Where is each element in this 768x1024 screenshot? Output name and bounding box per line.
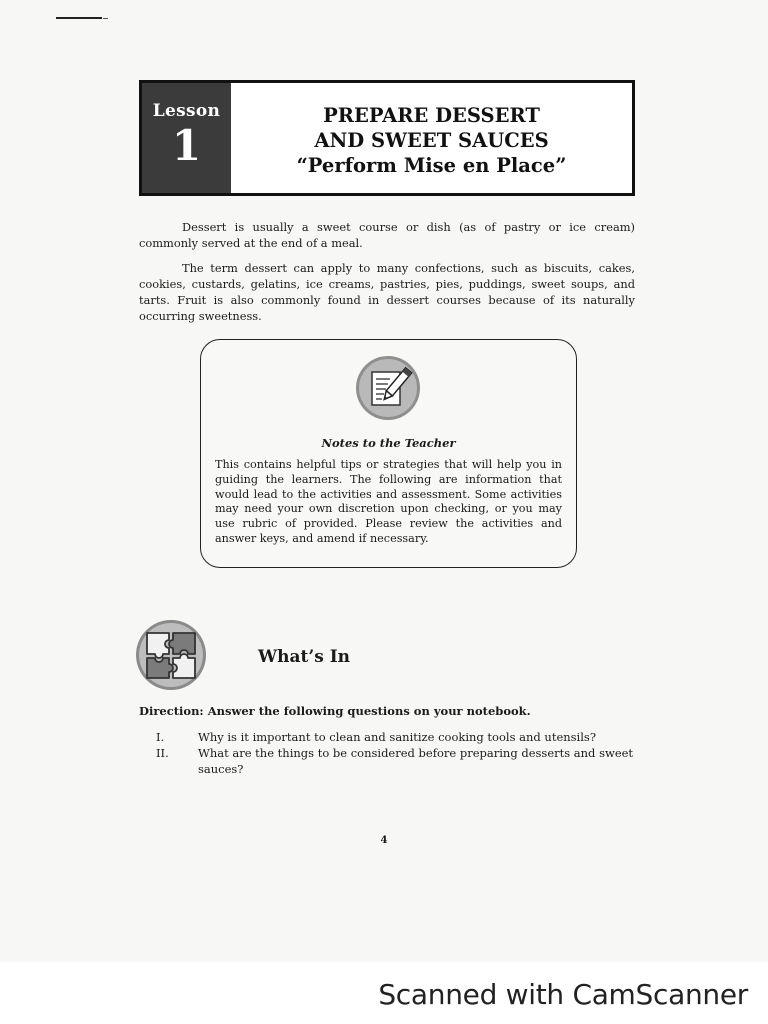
intro-paragraph-2: The term dessert can apply to many confections, such as biscuits, cakes, cookies, custards, gelatins, ice creams, pastries, pies, puddings, sweet soups, and tarts. Fruit is also commonly found in dessert courses because of its naturally occurring sweetness. (139, 261, 635, 323)
question-number: II. (156, 746, 169, 760)
intro-paragraph-1: Dessert is usually a sweet course or dish (as of pastry or ice cream) commonly served at the end of a meal. (139, 220, 635, 250)
page-number: 4 (380, 835, 388, 846)
whats-in-heading: What’s In (258, 647, 351, 667)
notepad-pencil-icon (355, 355, 421, 421)
lesson-title-line2: AND SWEET SAUCES (314, 129, 549, 152)
lesson-subtitle: “Perform Mise en Place” (296, 154, 567, 177)
notes-heading: Notes to the Teacher (321, 436, 456, 450)
camscanner-watermark: Scanned with CamScanner (378, 978, 748, 1011)
puzzle-icon (134, 619, 208, 691)
lesson-tab (142, 83, 231, 193)
lesson-title (231, 103, 632, 178)
lesson-header (139, 80, 635, 196)
direction (139, 704, 531, 718)
notes-to-teacher-box (200, 339, 577, 568)
lesson-label: Lesson (152, 101, 221, 121)
question-number: I. (156, 730, 165, 744)
question-text: What are the things to be considered before preparing desserts and sweet sauces? (198, 746, 634, 776)
question-text: Why is it important to clean and sanitize cooking tools and utensils? (198, 730, 596, 744)
list-item (156, 745, 646, 777)
list-item (156, 729, 646, 745)
question-list (156, 729, 646, 777)
notes-body: This contains helpful tips or strategies that will help you in guiding the learners. The following are information that would lead to the activities and assessment. Some activities may need your own discretion upon checking, or you may use rubric of provided. Please review the activities and answer keys, and amend if necessary. (215, 458, 562, 545)
direction-text: Answer the following questions on your notebook. (203, 704, 531, 718)
lesson-title-line1: PREPARE DESSERT (323, 104, 540, 127)
lesson-number: 1 (171, 121, 202, 170)
direction-label: Direction: (139, 704, 204, 718)
corner-mark (56, 17, 102, 19)
